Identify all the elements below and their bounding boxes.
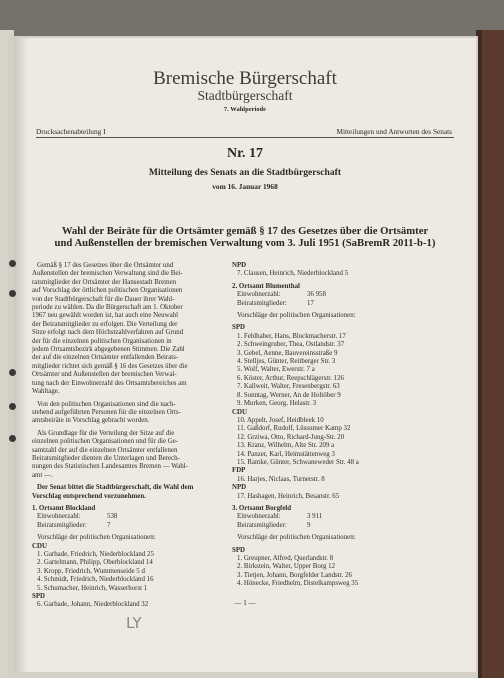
member-item: 1. Greupner, Alfred, Querlandstr. 8 — [237, 555, 334, 562]
punch-hole — [9, 290, 16, 297]
member-item: 4. Stelljes, Günter, Reitberger Str. 3 — [237, 358, 336, 366]
member-item: 13. Kranz, Wilhelm, Alte Str. 209 a — [237, 442, 335, 450]
section-heading: 2. Ortsamt Blumenthal — [232, 282, 300, 290]
vorschlaege-label: Vorschläge der politischen Organisationen: — [237, 534, 356, 542]
party-label-cdu: CDU — [232, 408, 247, 416]
handwritten-mark: LY — [126, 614, 142, 632]
header-left: Drucksachenabteilung I — [36, 127, 106, 136]
punch-hole — [9, 260, 16, 267]
para2-line: amtsbeiräte in Vorschlag gebracht worden. — [32, 417, 150, 425]
punch-hole — [9, 403, 16, 410]
member-item: 7. Kallweit, Walter, Fresenbergstr. 63 — [237, 383, 340, 391]
party-label-spd: SPD — [32, 593, 46, 601]
member-item: 16. Harjes, Niclaas, Turnerstr. 8 — [237, 475, 325, 483]
party-label-spd: SPD — [232, 324, 246, 332]
member-item: 17. Hashagen, Heinrich, Besanstr. 65 — [237, 492, 340, 500]
party-label-cdu: CDU — [32, 542, 47, 550]
beirat-row: Beiratsmitglieder: 7 — [37, 521, 111, 529]
einwohner-row: Einwohnerzahl: 36 958 — [237, 291, 326, 299]
party-label-fdp: FDP — [232, 467, 246, 475]
member-item: 4. Schmidt, Friedrich, Niederblockland 16 — [37, 576, 154, 584]
document-date: vom 16. Januar 1968 — [212, 182, 278, 191]
member-item: 6. Garbade, Johann, Niederblockland 32 — [37, 601, 149, 609]
beirat-row: Beiratsmitglieder: 17 — [237, 299, 314, 307]
einwohner-row: Einwohnerzahl: 3 911 — [237, 513, 323, 521]
intro-line: Gemäß § 17 des Gesetzes über die Ortsämter und — [37, 262, 174, 269]
member-item: 7. Clausen, Heinrich, Niederblockland 5 — [237, 270, 349, 278]
member-item: 4. Hönecke, Friedhelm, Distelkampsweg 35 — [237, 580, 359, 588]
right-column — [232, 262, 452, 589]
intro-line: 1967 neu gewählt worden ist, hat auch eine Neuwahl — [32, 312, 178, 320]
member-item: 2. Schweingruber, Thea, Ostlandstr. 37 — [237, 341, 345, 349]
intro-line: der Beiratsmitglieder zu erfolgen. Die Verteilung der — [32, 320, 178, 328]
para3-line: Als Grundlage für die Verteilung der Sitze auf die — [37, 429, 175, 437]
request-line: Vorschlag entsprechend vorzunehmen. — [32, 492, 146, 500]
party-label-npd: NPD — [232, 484, 247, 492]
intro-line: mitglieder richtet sich gemäß § 16 des Gesetzes über die — [32, 362, 188, 370]
intro-line: tung nach der Einwohnerzahl des Ortsamtsbereiches am — [32, 379, 187, 387]
vorschlaege-label: Vorschläge der politischen Organisationen: — [37, 534, 156, 542]
party-label-spd: SPD — [232, 546, 246, 554]
punch-hole — [9, 369, 16, 376]
member-item: 1. Garbade, Friedrich, Niederblockland 25 — [37, 551, 154, 558]
einwohner-row: Einwohnerzahl: 538 — [37, 513, 118, 521]
intro-line: jedem Ortsamtsbezirk abgegebenen Stimmen. Die Zahl — [32, 346, 185, 354]
document-page — [14, 38, 476, 672]
document-title-line1: Wahl der Beiräte für die Ortsämter gemäß § 17 des Gesetzes über die Ortsämter — [61, 225, 429, 237]
intro-line: Wahltage. — [32, 388, 60, 396]
intro-line: der für die einzelnen politischen Organisationen in — [32, 337, 172, 345]
member-item: 2. Birkstein, Walter, Upper Borg 12 — [237, 563, 336, 571]
document-heading: Mitteilung des Senats an die Stadtbürgerschaft — [148, 167, 342, 178]
masthead-period: 7. Wahlperiode — [223, 106, 267, 113]
punch-hole — [9, 435, 16, 442]
vorschlaege-label: Vorschläge der politischen Organisationen: — [237, 312, 356, 320]
para3-line: amt —. — [32, 471, 53, 479]
intro-line: Ortsämter und Außenstellen der bremischen Verwal- — [32, 371, 177, 379]
member-item: 6. Köster, Arthur, Reepschlägerstr. 126 — [237, 374, 344, 382]
para3-line: Beiratsmitglieder dienten die Unterlagen und Berech- — [32, 454, 180, 462]
page-number: — 1 — — [234, 599, 256, 607]
intro-line: Außenstellen der bremischen Verwaltung sind die Bei- — [32, 270, 183, 278]
intro-line: der auf die einzelnen Ortsämter entfallenden Beirats- — [32, 354, 179, 362]
request-line: Der Senat bittet die Stadtbürgerschaft, die Wahl dem — [37, 484, 194, 492]
masthead-title: Bremische Bürgerschaft — [153, 68, 337, 89]
intro-line: auf Vorschlag der örtlichen politischen Organisationen — [32, 287, 183, 295]
member-item: 2. Gartelmann, Philipp, Oberblockland 14 — [37, 559, 153, 567]
intro-line: Sitze erfolgt nach dem Höchstzahlverfahren auf Grund — [32, 329, 184, 337]
member-item: 15. Ramke, Günter, Schwaneweder Str. 48 a — [237, 458, 359, 466]
member-item: 3. Tietjen, Johann, Borgfelder Landstr. 26 — [237, 571, 352, 579]
member-item: 5. Schumacher, Heinrich, Wasserhorst 1 — [37, 584, 148, 592]
para3-line: einzelnen politischen Organisationen und für die Ge- — [32, 438, 179, 446]
section-heading: 1. Ortsamt Blockland — [32, 504, 96, 512]
masthead-subtitle: Stadtbürgerschaft — [197, 88, 293, 103]
member-item: 3. Gebel, Aenne, Bauvereinsstraße 9 — [237, 349, 338, 357]
member-item: 1. Fehlhaber, Hans, Blockmacherstr. 17 — [237, 332, 346, 340]
beirat-row: Beiratsmitglieder: 9 — [237, 521, 311, 529]
member-item: 5. Wolf, Walter, Ewerstr. 7 a — [237, 366, 315, 374]
member-item: 11. Gaßdorf, Rudolf, Lüssumer Kamp 32 — [237, 425, 351, 433]
member-item: 9. Murken, Georg, Helastr. 3 — [237, 400, 317, 408]
member-item: 8. Sonntag, Werner, An de Holtöber 9 — [237, 391, 341, 399]
para3-line: nungen des Statistischen Landesamtes Bremen — Wahl- — [32, 463, 188, 471]
intro-line: von der Stadtbürgerschaft für die Dauer ihrer Wahl- — [32, 295, 175, 303]
header-right: Mitteilungen und Antworten des Senats — [336, 127, 452, 136]
party-label-npd: NPD — [232, 262, 247, 269]
para2-line: Von den politischen Organisationen sind die nach- — [37, 400, 176, 408]
intro-line: ratsmitglieder der Ortsämter der Hansestadt Bremen — [32, 278, 177, 286]
para2-line: stehend aufgeführten Personen für die einzelnen Orts- — [32, 408, 181, 416]
member-item: 12. Grziwa, Otto, Richard-Jung-Str. 20 — [237, 433, 345, 441]
member-item: 10. Appelt, Josef, Heidbleek 10 — [237, 416, 324, 424]
member-item: 14. Panzer, Karl, Heimstättenweg 3 — [237, 450, 335, 458]
document-number: Nr. 17 — [226, 146, 264, 161]
member-item: 3. Kropp, Friedrich, Wummenseide 5 d — [37, 567, 145, 575]
header-rule — [36, 137, 454, 138]
document-title-line2: und Außenstellen der bremischen Verwaltung vom 3. Juli 1951 (SaBremR 2011-b-1) — [54, 237, 436, 249]
left-column — [32, 262, 244, 610]
section-heading: 3. Ortsamt Borgfeld — [232, 504, 292, 512]
para3-line: samtzahl der auf die einzelnen Ortsämter entfallenen — [32, 446, 178, 454]
intro-line: periode zu wählen. Da die Bürgerschaft am 1. Oktober — [32, 304, 183, 312]
